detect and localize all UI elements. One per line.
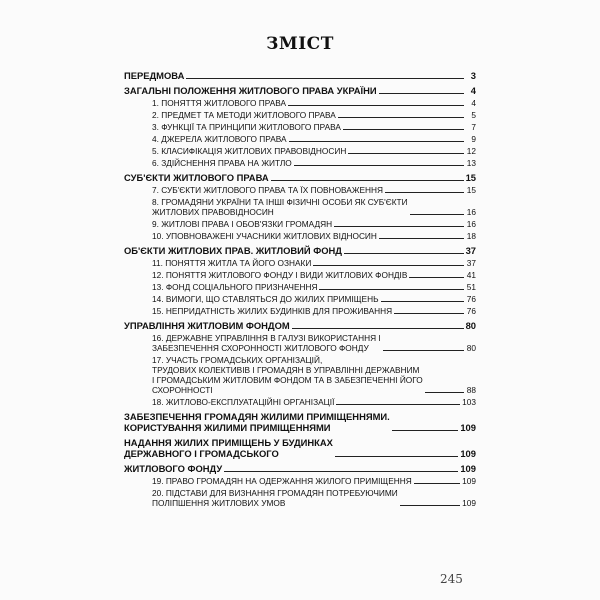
toc-subsection-entry (152, 231, 476, 241)
toc-subsection-entry (152, 270, 476, 280)
toc-entry-title (152, 122, 341, 132)
toc-entry-title-line: ТРУДОВИХ КОЛЕКТИВІВ І ГРОМАДЯН В УПРАВЛІННІ ДЕРЖАВНИМ (152, 365, 420, 375)
toc-entry-page: 37 (465, 245, 476, 256)
toc-subsection-entry (152, 294, 476, 304)
toc-entry-title-line: ЗАБЕЗПЕЧЕННЯ ГРОМАДЯН ЖИЛИМИ ПРИМІЩЕННЯМИ. (124, 411, 390, 422)
toc-entry-page: 5 (471, 110, 476, 120)
toc-entry-page: 4 (471, 98, 476, 108)
leader-line (392, 430, 459, 431)
toc-entry-title-line: 1. ПОНЯТТЯ ЖИТЛОВОГО ПРАВА (152, 98, 287, 108)
toc-subsection-entry (152, 219, 476, 229)
toc-entry-page: 76 (466, 294, 476, 304)
toc-entry-title-line: І ГРОМАДСЬКИМ ЖИТЛОВИМ ФОНДОМ ТА В ЗАБЕЗПЕЧЕННІ ЙОГО (152, 375, 423, 385)
toc-subsection-entry (152, 333, 476, 353)
toc-subsection-entry (152, 98, 476, 108)
leader-line (313, 265, 464, 266)
toc-entry-title (152, 294, 379, 304)
leader-line (385, 192, 464, 193)
toc-entry-page: 12 (466, 146, 476, 156)
toc-entry-title (124, 411, 390, 433)
toc-entry-title-line: 2. ПРЕДМЕТ ТА МЕТОДИ ЖИТЛОВОГО ПРАВА (152, 110, 336, 120)
toc-entry-title-line: ЗАГАЛЬНІ ПОЛОЖЕННЯ ЖИТЛОВОГО ПРАВА УКРАЇНИ (124, 85, 377, 96)
toc-entry-title-line: 4. ДЖЕРЕЛА ЖИТЛОВОГО ПРАВА (152, 134, 287, 144)
toc-entry-title (124, 245, 342, 256)
toc-entry-title (124, 85, 377, 96)
leader-line (410, 214, 464, 215)
toc-entry-title-line: СУБ'ЄКТИ ЖИТЛОВОГО ПРАВА (124, 172, 269, 183)
toc-subsection-entry (152, 110, 476, 120)
toc-entry-title-line: ЗАБЕЗПЕЧЕННЯ СХОРОННОСТІ ЖИТЛОВОГО ФОНДУ (152, 343, 369, 353)
toc-entry-title (124, 172, 269, 183)
toc-entry-page: 18 (466, 231, 476, 241)
toc-entry-title (152, 110, 336, 120)
leader-line (383, 350, 464, 351)
toc-entry-title (124, 437, 333, 459)
page-title: ЗМІСТ (266, 34, 334, 54)
toc-entry-title-line: НАДАННЯ ЖИЛИХ ПРИМІЩЕНЬ У БУДИНКАХ (124, 437, 333, 448)
toc-entry-page: 76 (466, 306, 476, 316)
toc-entry-page: 109 (460, 448, 476, 459)
toc-subsection-entry (152, 282, 476, 292)
toc-entry-title (152, 397, 334, 407)
toc-entry-title (152, 98, 286, 108)
toc-section-entry (124, 70, 476, 81)
leader-line (289, 141, 464, 142)
toc-entry-title (152, 333, 381, 353)
toc-entry-title (152, 282, 317, 292)
toc-entry-page: 7 (471, 122, 476, 132)
toc-entry-title-line: 5. КЛАСИФІКАЦІЯ ЖИТЛОВИХ ПРАВОВІДНОСИН (152, 146, 347, 156)
toc-entry-title (152, 185, 383, 195)
toc-entry-title-line: 15. НЕПРИДАТНІСТЬ ЖИЛИХ БУДИНКІВ ДЛЯ ПРОЖИВАННЯ (152, 306, 393, 316)
toc-section-entry (124, 172, 476, 183)
toc-section-entry (124, 463, 476, 474)
toc-entry-page: 16 (466, 207, 476, 217)
toc-entry-title-line: ПЕРЕДМОВА (124, 70, 185, 81)
toc-subsection-entry (152, 158, 476, 168)
toc-entry-page: 37 (466, 258, 476, 268)
toc-entry-page: 109 (462, 498, 476, 508)
toc-entry-page: 80 (465, 320, 476, 331)
toc-entry-title-line: 10. УПОВНОВАЖЕНІ УЧАСНИКИ ЖИТЛОВИХ ВІДНОСИН (152, 231, 377, 241)
leader-line (336, 404, 460, 405)
leader-line (379, 238, 464, 239)
leader-line (224, 471, 458, 472)
toc-subsection-entry (152, 476, 476, 486)
toc-entry-title (152, 355, 423, 395)
toc-entry-page: 109 (460, 422, 476, 433)
toc-entry-title (152, 476, 412, 486)
toc-entry-title (152, 306, 392, 316)
toc-entry-title-line: ДЕРЖАВНОГО І ГРОМАДСЬКОГО (124, 448, 279, 459)
toc-entry-title (124, 320, 290, 331)
toc-subsection-entry (152, 355, 476, 395)
toc-entry-title-line: ОБ'ЄКТИ ЖИТЛОВИХ ПРАВ. ЖИТЛОВИЙ ФОНД (124, 245, 342, 256)
leader-line (292, 328, 464, 329)
toc-entry-title-line: ЖИТЛОВОГО ФОНДУ (124, 463, 223, 474)
toc-entry-title-line: 17. УЧАСТЬ ГРОМАДСЬКИХ ОРГАНІЗАЦІЙ, (152, 355, 323, 365)
toc-entry-page: 9 (471, 134, 476, 144)
leader-line (319, 289, 464, 290)
toc-subsection-entry (152, 146, 476, 156)
leader-line (381, 301, 464, 302)
toc-entry-page: 3 (470, 70, 476, 81)
toc-subsection-entry (152, 258, 476, 268)
leader-line (335, 456, 458, 457)
toc-entry-title (152, 146, 346, 156)
toc-entry-page: 51 (466, 282, 476, 292)
toc-entry-page: 16 (466, 219, 476, 229)
toc-entry-title-line: 11. ПОНЯТТЯ ЖИТЛА ТА ЙОГО ОЗНАКИ (152, 258, 312, 268)
toc-subsection-entry (152, 134, 476, 144)
toc-entry-title (152, 258, 311, 268)
toc-subsection-entry (152, 197, 476, 217)
toc-subsection-entry (152, 122, 476, 132)
leader-line (414, 483, 460, 484)
leader-line (288, 105, 464, 106)
toc-entry-page: 41 (466, 270, 476, 280)
toc-entry-page: 103 (462, 397, 476, 407)
toc-entry-page: 15 (465, 172, 476, 183)
toc-entry-title (152, 219, 332, 229)
toc-section-entry (124, 411, 476, 433)
toc-entry-title-line: СХОРОННОСТІ (152, 385, 213, 395)
leader-line (338, 117, 464, 118)
leader-line (348, 153, 464, 154)
leader-line (186, 78, 464, 79)
toc-entry-title-line: 6. ЗДІЙСНЕННЯ ПРАВА НА ЖИТЛО (152, 158, 292, 168)
toc-entry-title (152, 158, 292, 168)
toc-entry-title-line: ЖИТЛОВИХ ПРАВОВІДНОСИН (152, 207, 274, 217)
toc-entry-page: 109 (462, 476, 476, 486)
toc-entry-title (152, 270, 407, 280)
toc-entry-title (124, 463, 222, 474)
leader-line (425, 392, 464, 393)
leader-line (294, 165, 464, 166)
leader-line (394, 313, 464, 314)
leader-line (344, 253, 464, 254)
toc-section-entry (124, 437, 476, 459)
toc-subsection-entry (152, 397, 476, 407)
toc-section-entry (124, 320, 476, 331)
toc-entry-title-line: 12. ПОНЯТТЯ ЖИТЛОВОГО ФОНДУ І ВИДИ ЖИТЛОВИХ ФОНДІВ (152, 270, 408, 280)
toc-entry-page: 13 (466, 158, 476, 168)
toc-subsection-entry (152, 306, 476, 316)
table-of-contents (124, 66, 476, 510)
page-number: 245 (440, 572, 463, 586)
toc-entry-page: 15 (466, 185, 476, 195)
toc-section-entry (124, 245, 476, 256)
toc-entry-page: 88 (466, 385, 476, 395)
toc-entry-title-line: УПРАВЛІННЯ ЖИТЛОВИМ ФОНДОМ (124, 320, 290, 331)
toc-entry-title (152, 488, 398, 508)
leader-line (271, 180, 464, 181)
toc-entry-title-line: 16. ДЕРЖАВНЕ УПРАВЛІННЯ В ГАЛУЗІ ВИКОРИСТАННЯ І (152, 333, 381, 343)
toc-entry-title-line: КОРИСТУВАННЯ ЖИЛИМИ ПРИМІЩЕННЯМИ (124, 422, 331, 433)
toc-entry-title-line: 19. ПРАВО ГРОМАДЯН НА ОДЕРЖАННЯ ЖИЛОГО ПРИМІЩЕННЯ (152, 476, 412, 486)
leader-line (400, 505, 460, 506)
toc-subsection-entry (152, 185, 476, 195)
toc-entry-title-line: 20. ПІДСТАВИ ДЛЯ ВИЗНАННЯ ГРОМАДЯН ПОТРЕБУЮЧИМИ (152, 488, 398, 498)
toc-entry-title-line: 13. ФОНД СОЦІАЛЬНОГО ПРИЗНАЧЕННЯ (152, 282, 318, 292)
toc-entry-title (152, 231, 377, 241)
leader-line (379, 93, 464, 94)
toc-entry-title-line: 14. ВИМОГИ, ЩО СТАВЛЯТЬСЯ ДО ЖИЛИХ ПРИМІЩЕНЬ (152, 294, 379, 304)
toc-subsection-entry (152, 488, 476, 508)
toc-entry-title (152, 197, 408, 217)
toc-entry-title-line: 18. ЖИТЛОВО-ЕКСПЛУАТАЦІЙНІ ОРГАНІЗАЦІЇ (152, 397, 335, 407)
toc-entry-page: 4 (470, 85, 476, 96)
toc-entry-page: 109 (460, 463, 476, 474)
toc-section-entry (124, 85, 476, 96)
leader-line (334, 226, 464, 227)
toc-entry-title (152, 134, 287, 144)
toc-entry-title-line: 3. ФУНКЦІЇ ТА ПРИНЦИПИ ЖИТЛОВОГО ПРАВА (152, 122, 341, 132)
toc-entry-page: 80 (466, 343, 476, 353)
leader-line (343, 129, 464, 130)
leader-line (409, 277, 464, 278)
toc-entry-title-line: 8. ГРОМАДЯНИ УКРАЇНИ ТА ІНШІ ФІЗИЧНІ ОСОБИ ЯК СУБ'ЄКТИ (152, 197, 408, 207)
toc-entry-title (124, 70, 184, 81)
toc-entry-title-line: 9. ЖИТЛОВІ ПРАВА І ОБОВ'ЯЗКИ ГРОМАДЯН (152, 219, 333, 229)
toc-entry-title-line: ПОЛІПШЕННЯ ЖИТЛОВИХ УМОВ (152, 498, 286, 508)
toc-entry-title-line: 7. СУБ'ЄКТИ ЖИТЛОВОГО ПРАВА ТА ЇХ ПОВНОВАЖЕННЯ (152, 185, 383, 195)
